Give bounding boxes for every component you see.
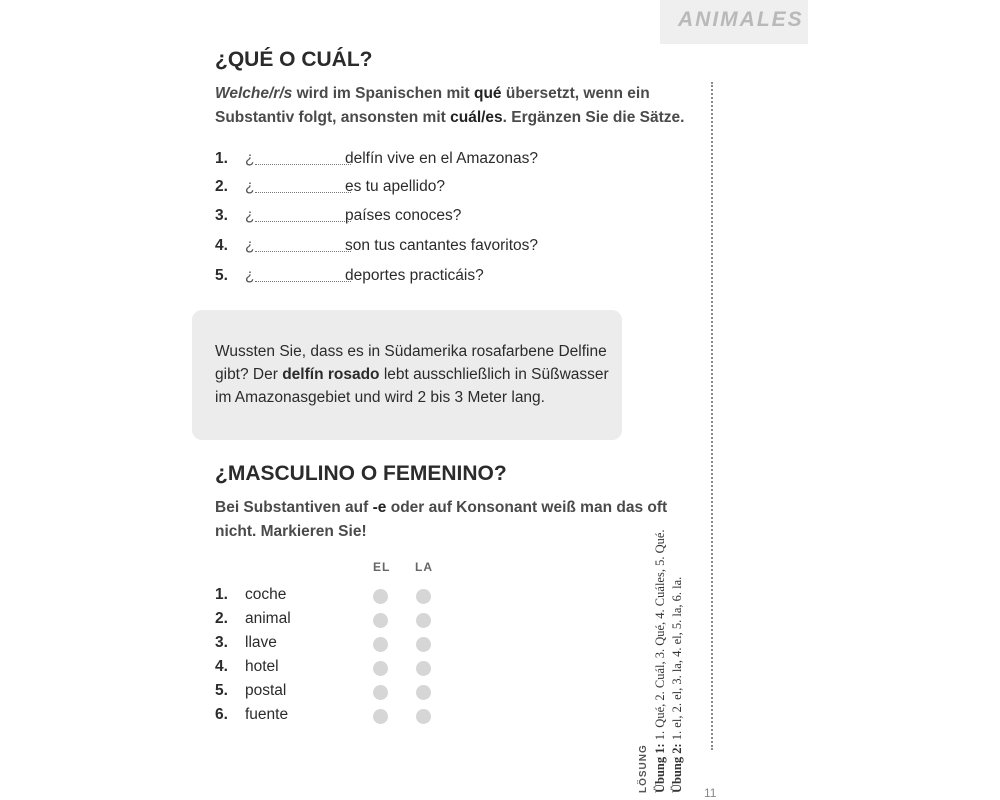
margin-divider <box>711 82 713 750</box>
la-radio[interactable] <box>416 709 431 724</box>
exercise1-title: ¿QUÉ O CUÁL? <box>215 48 373 71</box>
answer-blank[interactable] <box>255 281 351 282</box>
answer-blank[interactable] <box>255 221 351 222</box>
column-header-la: LA <box>415 560 433 574</box>
la-radio[interactable] <box>416 661 431 676</box>
la-radio[interactable] <box>416 589 431 604</box>
answer-blank[interactable] <box>255 164 351 165</box>
el-radio[interactable] <box>373 709 388 724</box>
solution-exercise2: Übung 2: 1. el, 2. el, 3. la, 4. el, 5. la, 6. la. <box>670 576 684 793</box>
answer-blank[interactable] <box>255 251 351 252</box>
la-radio[interactable] <box>416 637 431 652</box>
solution-label: LÖSUNG <box>638 744 649 793</box>
column-header-el: EL <box>373 560 391 574</box>
el-radio[interactable] <box>373 613 388 628</box>
page-number: 11 <box>704 786 717 800</box>
section-tab-label: ANIMALES <box>678 8 804 31</box>
la-radio[interactable] <box>416 685 431 700</box>
solution-block <box>635 423 695 793</box>
exercise2-instructions: Bei Substantiven auf -e oder auf Konsonant weiß man das oft nicht. Markieren Sie! <box>215 499 668 540</box>
exercise2-title: ¿MASCULINO O FEMENINO? <box>215 462 507 485</box>
exercise1-instructions: Welche/r/s wird im Spanischen mit qué übersetzt, wenn ein Substantiv folgt, ansonsten mit cuál/es. Ergänzen Sie die Sätze. <box>215 85 685 126</box>
el-radio[interactable] <box>373 637 388 652</box>
solution-exercise1: Übung 1: 1. Qué, 2. Cuál, 3. Qué, 4. Cuáles, 5. Qué. <box>653 529 667 793</box>
el-radio[interactable] <box>373 661 388 676</box>
el-radio[interactable] <box>373 685 388 700</box>
answer-blank[interactable] <box>255 192 351 193</box>
el-radio[interactable] <box>373 589 388 604</box>
info-text: Wussten Sie, dass es in Südamerika rosafarbene Delfine gibt? Der delfín rosado lebt ausschließlich in Süßwasser im Amazonasgebiet und wird 2 bis 3 Meter lang. <box>215 343 609 406</box>
la-radio[interactable] <box>416 613 431 628</box>
